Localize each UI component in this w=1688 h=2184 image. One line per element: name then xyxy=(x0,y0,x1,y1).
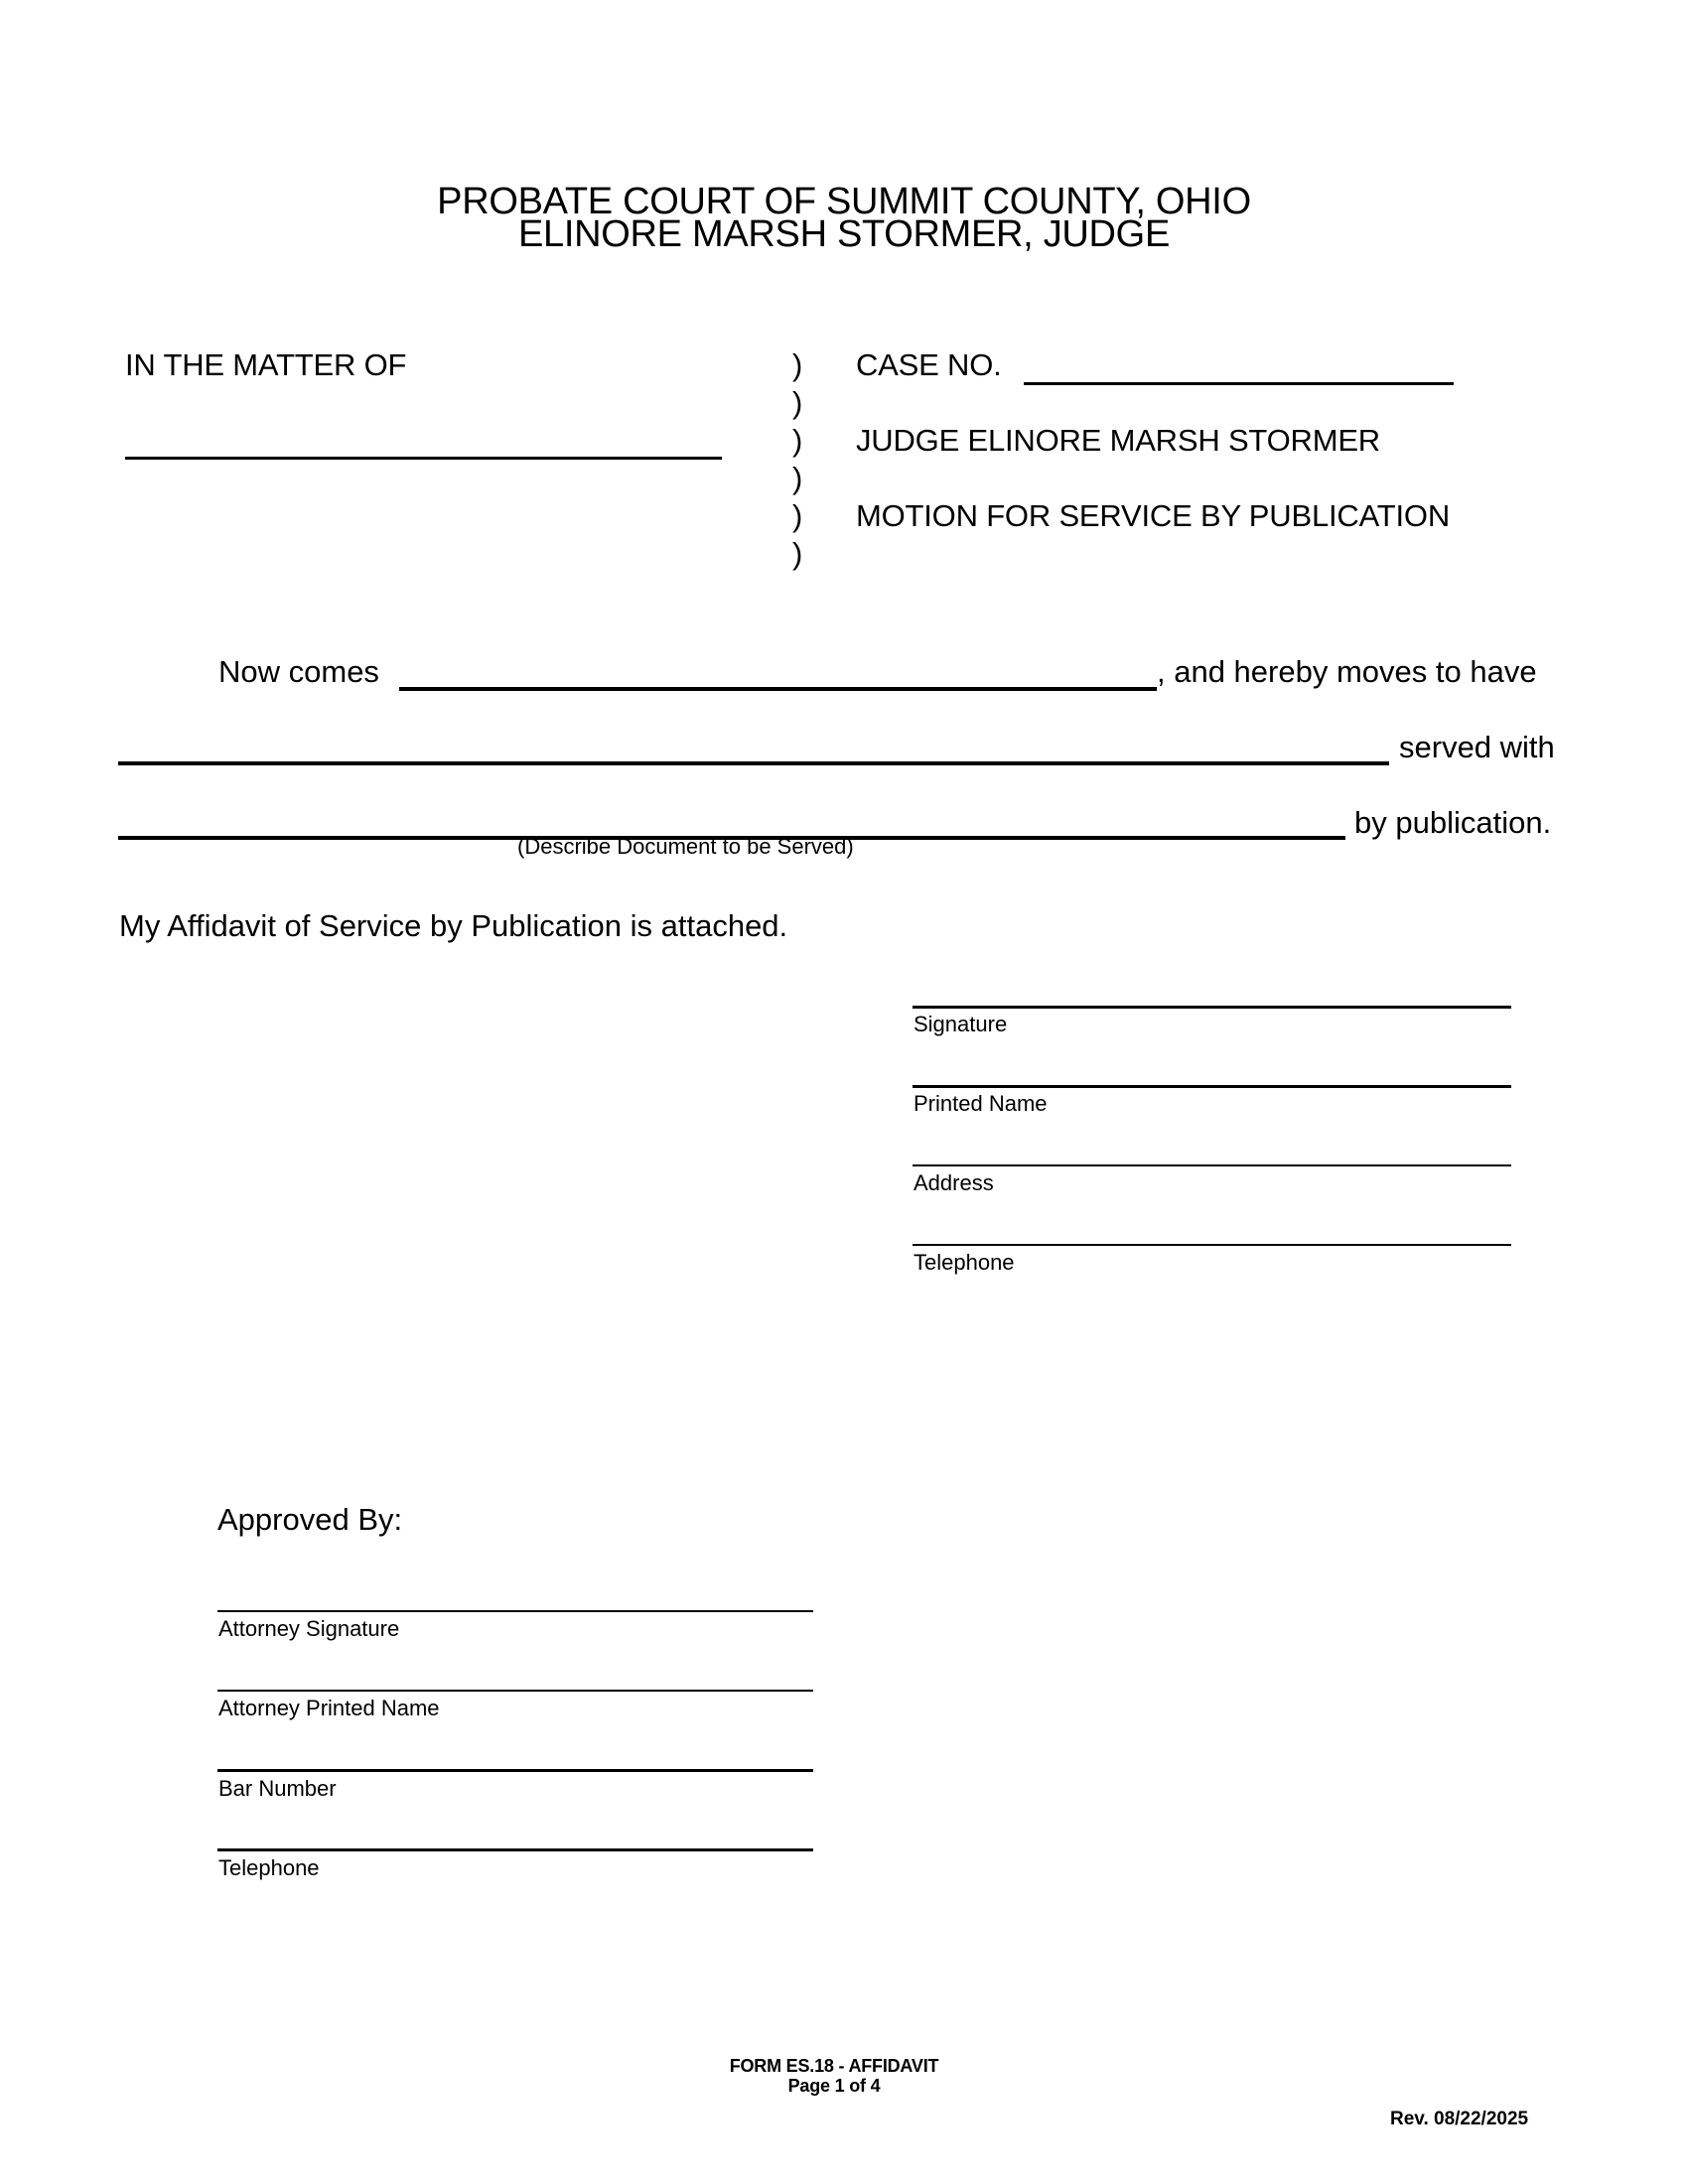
document-hint: (Describe Document to be Served) xyxy=(517,834,854,859)
address-line xyxy=(913,1164,1511,1166)
in-the-matter-of-label: IN THE MATTER OF xyxy=(125,347,407,382)
judge-name: JUDGE ELINORE MARSH STORMER xyxy=(856,423,1380,458)
approved-by-heading: Approved By: xyxy=(217,1502,403,1537)
telephone-field[interactable] xyxy=(913,1215,1511,1245)
movant-field[interactable] xyxy=(399,661,1157,687)
telephone-line xyxy=(913,1244,1511,1246)
attorney-printed-name-field[interactable] xyxy=(217,1661,813,1691)
address-field[interactable] xyxy=(913,1136,1511,1165)
printed-name-field[interactable] xyxy=(913,1056,1511,1086)
party-field[interactable] xyxy=(118,736,1389,761)
case-no-underline xyxy=(1024,382,1454,385)
form-id: FORM ES.18 - AFFIDAVIT xyxy=(729,2056,939,2076)
caption-paren: ) xyxy=(792,423,803,458)
telephone-label: Telephone xyxy=(914,1250,1015,1275)
page-number: Page 1 of 4 xyxy=(787,2076,881,2096)
affidavit-statement: My Affidavit of Service by Publication is attached. xyxy=(119,908,788,943)
caption-paren: ) xyxy=(792,536,803,571)
court-title: PROBATE COURT OF SUMMIT COUNTY, OHIO xyxy=(437,181,1251,222)
printed-name-line xyxy=(913,1085,1511,1088)
attorney-signature-field[interactable] xyxy=(217,1581,813,1611)
matter-name-underline xyxy=(125,457,722,460)
party-underline xyxy=(118,761,1389,765)
attorney-telephone-field[interactable] xyxy=(217,1820,813,1849)
attorney-signature-line xyxy=(217,1610,813,1612)
matter-name-field[interactable] xyxy=(125,433,722,457)
bar-number-field[interactable] xyxy=(217,1740,813,1770)
revision-date: Rev. 08/22/2025 xyxy=(1390,2109,1529,2129)
judge-title: ELINORE MARSH STORMER, JUDGE xyxy=(518,213,1170,255)
printed-name-label: Printed Name xyxy=(914,1091,1048,1116)
attorney-signature-label: Attorney Signature xyxy=(218,1616,400,1641)
bar-number-label: Bar Number xyxy=(218,1776,337,1801)
attorney-printed-name-label: Attorney Printed Name xyxy=(218,1696,440,1720)
case-no-label: CASE NO. xyxy=(856,347,1002,382)
signature-field[interactable] xyxy=(913,977,1511,1007)
moves-to-have-text: , and hereby moves to have xyxy=(1157,654,1537,689)
by-publication-text: by publication. xyxy=(1354,805,1552,840)
caption-paren: ) xyxy=(792,498,803,533)
signature-label: Signature xyxy=(914,1012,1008,1036)
movant-underline xyxy=(399,687,1157,691)
served-with-text: served with xyxy=(1399,730,1555,764)
document-field[interactable] xyxy=(118,810,1345,836)
attorney-telephone-line xyxy=(217,1848,813,1851)
caption-paren: ) xyxy=(792,461,803,495)
caption-paren: ) xyxy=(792,347,803,382)
now-comes-text: Now comes xyxy=(218,654,379,689)
caption-paren: ) xyxy=(792,385,803,420)
form-title: MOTION FOR SERVICE BY PUBLICATION xyxy=(856,498,1451,533)
case-no-field[interactable] xyxy=(1024,357,1454,383)
attorney-telephone-label: Telephone xyxy=(218,1855,320,1880)
bar-number-line xyxy=(217,1769,813,1772)
address-label: Address xyxy=(914,1170,994,1195)
attorney-printed-name-line xyxy=(217,1690,813,1692)
signature-line xyxy=(913,1006,1511,1009)
